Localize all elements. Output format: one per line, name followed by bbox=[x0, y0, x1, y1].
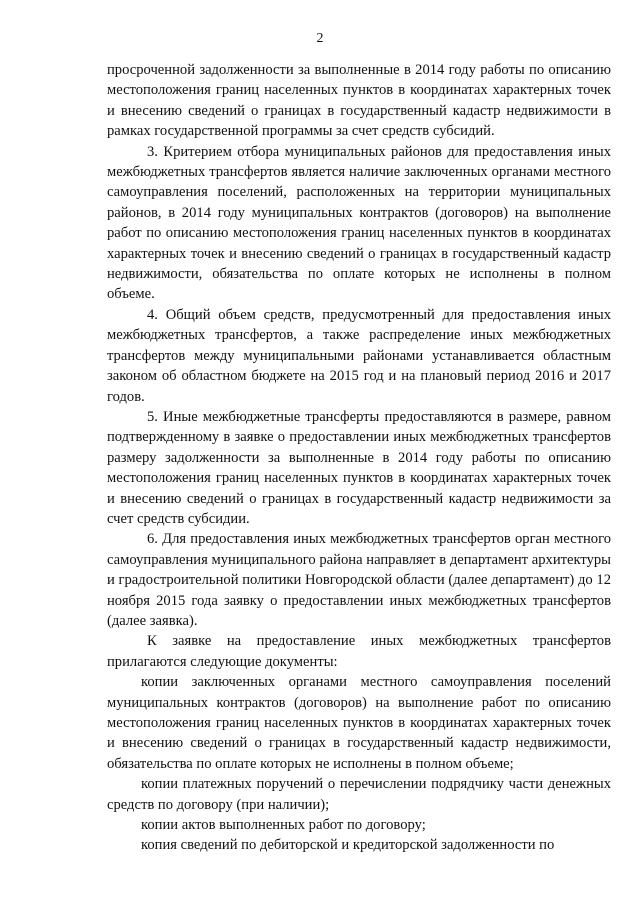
list-item-payment-orders: копии платежных поручений о перечислении подрядчику части денежных средств по договору (при наличии); bbox=[107, 776, 611, 813]
paragraph-item-3: 3. Критерием отбора муниципальных районов для предоставления иных межбюджетных трансфертов является наличие заключенных органами местного самоуправления поселений, расположенных на территории муниципальных районов, в 2014 году муниципальных контрактов (договоров) на выполнение работ по описанию местоположения границ населенных пунктов в координатах характерных точек и внесению сведений о границах в государственный кадастр недвижимости, обязательства по оплате которых не исполнены в полном объеме. bbox=[107, 143, 611, 303]
paragraph-attachments-intro: К заявке на предоставление иных межбюджетных трансфертов прилагаются следующие документы: bbox=[107, 633, 611, 670]
list-item-acts: копии актов выполненных работ по договору; bbox=[141, 817, 426, 834]
paragraph-item-4: 4. Общий объем средств, предусмотренный для предоставления иных межбюджетных трансфертов, а также распределение иных межбюджетных трансфертов между муниципальными районами устанавливается областным законом об областном бюджете на 2015 год и на плановый период 2016 и 2017 годов. bbox=[107, 306, 611, 405]
paragraph-item-5: 5. Иные межбюджетные трансферты предоставляются в размере, равном подтвержденному в заявке о предоставлении иных межбюджетных трансфертов размеру задолженности за выполненные в 2014 году работы по описанию местоположения границ населенных пунктов в координатах характерных точек и внесению сведений о границах в государственный кадастр недвижимости за счет средств субсидии. bbox=[107, 408, 611, 527]
list-item-contracts: копии заключенных органами местного самоуправления поселений муниципальных контрактов (договоров) на выполнение работ по описанию местоположения границ населенных пунктов в координатах характерных точек и внесению сведений о границах в государственный кадастр недвижимости, обязательства по оплате которых не исполнены в полном объеме; bbox=[107, 674, 611, 772]
paragraph-item-6: 6. Для предоставления иных межбюджетных трансфертов орган местного самоуправления муниципального района направляет в департамент архитектуры и градостроительной политики Новгородской области (далее департамент) до 12 ноября 2015 года заявку о предоставлении иных межбюджетных трансфертов (далее заявка). bbox=[107, 531, 611, 629]
page-number: 2 bbox=[316, 31, 324, 46]
document-body bbox=[107, 60, 611, 856]
list-item-debt-info: копия сведений по дебиторской и кредиторской задолженности по bbox=[141, 837, 555, 854]
paragraph-continuation: просроченной задолженности за выполненные в 2014 году работы по описанию местоположения границ населенных пунктов в координатах характерных точек и внесению сведений о границах в государственный кадастр недвижимости в рамках государственной программы за счет средств субсидий. bbox=[107, 62, 611, 140]
